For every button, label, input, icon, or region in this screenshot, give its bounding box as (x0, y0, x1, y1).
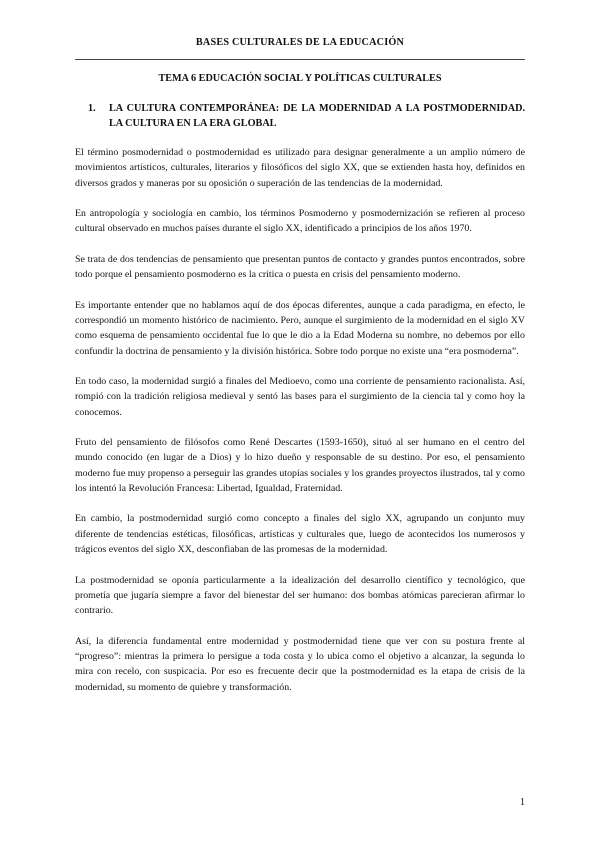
paragraph: Se trata de dos tendencias de pensamiento que presentan puntos de contacto y grandes puntos encontrados, sobre todo porque el pensamiento posmoderno es la crítica o puesta en crisis del pensamiento moderno. (75, 253, 525, 281)
paragraph: Así, la diferencia fundamental entre modernidad y postmodernidad tiene que ver con su postura frente al “progreso”: mientras la primera lo persigue a toda costa y lo ubica como el objetivo a alcanzar, la segunda lo mira con recelo, con suspicacia. Por eso es frecuente decir que la postmodernidad es la etapa de crisis de la modernidad, su momento de quiebre y transformación. (75, 635, 525, 693)
header-divider (75, 59, 525, 60)
document-body (75, 145, 525, 710)
topic-title: TEMA 6 EDUCACIÓN SOCIAL Y POLÍTICAS CULTURALES (158, 73, 442, 84)
paragraph: En todo caso, la modernidad surgió a finales del Medioevo, como una corriente de pensamiento racionalista. Así, rompió con la tradición religiosa medieval y sentó las bases para el surgimiento de la ciencia tal y como hoy la conocemos. (75, 376, 525, 418)
section-number: 1. (88, 103, 96, 114)
paragraph: En antropología y sociología en cambio, los términos Posmoderno y posmodernización se refieren al proceso cultural observado en muchos países durante el siglo XX, identificado a principios de los años 1970. (75, 208, 525, 235)
paragraph: Fruto del pensamiento de filósofos como René Descartes (1593-1650), situó al ser humano en el centro del mundo conocido (en lugar de a Dios) y lo hizo dueño y responsable de su destino. Por eso, el pensamiento moderno fue muy propenso a perseguir las grandes utopías sociales y los grandes proyectos ilustrados, tal y como los intentó la Revolución Francesa: Libertad, Igualdad, Fraternidad. (75, 437, 525, 494)
section-title: LA CULTURA CONTEMPORÁNEA: DE LA MODERNIDAD A LA POSTMODERNIDAD. LA CULTURA EN LA ERA GLOBAL (109, 103, 525, 129)
paragraph: La postmodernidad se oponía particularmente a la idealización del desarrollo científico y tecnológico, que prometía que jugaría siempre a favor del bienestar del ser humano: dos bombas atómicas parecieran afirmar lo contrario. (75, 574, 525, 617)
document-header: BASES CULTURALES DE LA EDUCACIÓN (195, 37, 405, 48)
paragraph: El término posmodernidad o postmodernidad es utilizado para designar generalmente a un amplio número de movimientos artísticos, culturales, literarios y filosóficos del siglo XX, que se extienden hasta hoy, definidos en diversos grados y maneras por su oposición o superación de las tendencias de la modernidad. (75, 147, 525, 189)
paragraph: En cambio, la postmodernidad surgió como concepto a finales del siglo XX, agrupando un conjunto muy diferente de tendencias estéticas, filosóficas, artísticas y culturales que, luego de acontecidos los numerosos y trágicos eventos del siglo XX, desconfiaban de las promesas de la modernidad. (75, 513, 525, 556)
section-heading (88, 101, 525, 131)
page-number: 1 (520, 797, 525, 808)
paragraph: Es importante entender que no hablamos aquí de dos épocas diferentes, aunque a cada paradigma, en efecto, le correspondió un momento histórico de nacimiento. Pero, aunque el surgimiento de la modernidad en el siglo XV como esquema de pensamiento occidental fue lo que le dio a la Edad Moderna su nombre, no debemos por ello confundir la doctrina de pensamiento y la división histórica. Sobre todo porque no existe una “era posmoderna”. (75, 299, 525, 357)
